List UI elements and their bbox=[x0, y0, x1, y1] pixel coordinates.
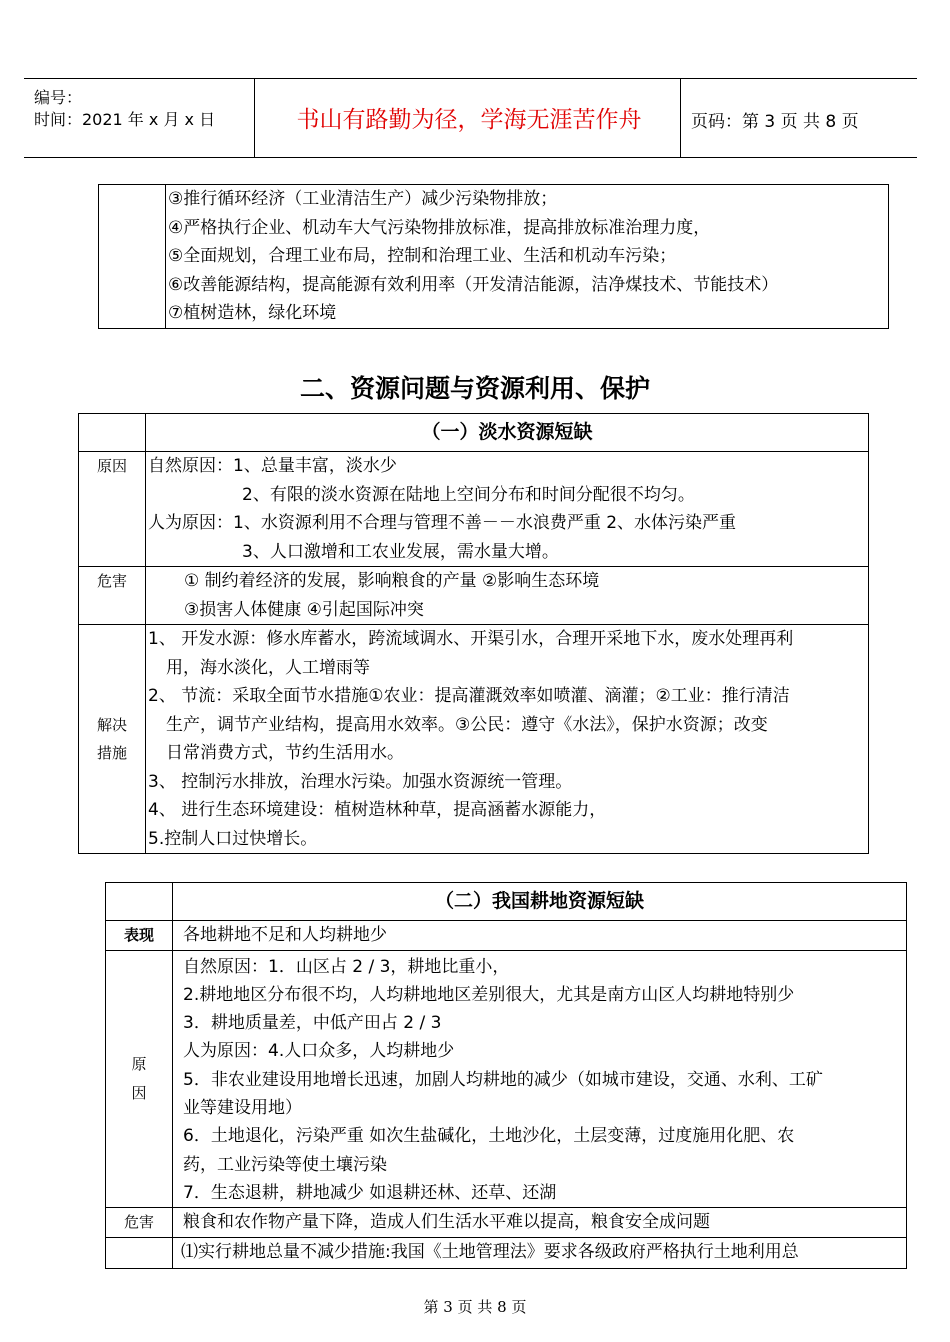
page-indicator: 页码：第 3 页 共 8 页 bbox=[691, 112, 859, 132]
empty-label-cell bbox=[99, 185, 166, 329]
measure-cell bbox=[146, 625, 869, 854]
table-heading: （一）淡水资源短缺 bbox=[146, 414, 869, 452]
cause-line: 7．生态退耕，耕地减少 如退耕还林、还草、还湖 bbox=[183, 1182, 557, 1203]
cause-line: 自然原因：1、总量丰富，淡水少 bbox=[148, 456, 397, 476]
cause-line: 2、有限的淡水资源在陆地上空间分布和时间分配很不均匀。 bbox=[242, 484, 695, 505]
number-label: 编号： bbox=[34, 88, 83, 107]
header-divider bbox=[680, 79, 681, 157]
cause-line: 2.耕地地区分布很不均，人均耕地地区差别很大，尤其是南方山区人均耕地特别少 bbox=[183, 984, 795, 1005]
page-header bbox=[24, 78, 917, 158]
harm-cell: 粮食和农作物产量下降，造成人们生活水平难以提高，粮食安全成问题 bbox=[173, 1208, 907, 1238]
cause-line: 药，工业污染等使土壤污染 bbox=[183, 1154, 387, 1175]
cause-label: 原因 bbox=[79, 452, 146, 567]
page-footer: 第 3 页 共 8 页 bbox=[423, 1298, 527, 1316]
cause-line: 3．耕地质量差，中低产田占 2 / 3 bbox=[183, 1013, 442, 1034]
harm-line: ① 制约着经济的发展，影响粮食的产量 ②影响生态环境 bbox=[184, 571, 600, 591]
cause-line: 自然原因：1．山区占 2 / 3，耕地比重小， bbox=[183, 956, 510, 977]
header-motto: 书山有路勤为径，学海无涯苦作舟 bbox=[296, 107, 642, 133]
show-cell: 各地耕地不足和人均耕地少 bbox=[173, 921, 907, 951]
cause-line: 业等建设用地） bbox=[183, 1097, 302, 1118]
measure-line: 5.控制人口过快增长。 bbox=[148, 828, 318, 849]
measure-line: 日常消费方式，节约生活用水。 bbox=[166, 743, 404, 763]
show-label: 表现 bbox=[106, 921, 173, 951]
header-divider bbox=[254, 79, 255, 157]
measure-line: 3、 控制污水排放，治理水污染。加强水资源统一管理。 bbox=[148, 771, 573, 792]
cause-line: 5．非农业建设用地增长迅速，加剧人均耕地的减少（如城市建设，交通、水利、工矿 bbox=[183, 1069, 823, 1090]
measure-line: 2、 节流：采取全面节水措施①农业：提高灌溉效率如喷灌、滴灌；②工业：推行清洁 bbox=[148, 686, 790, 706]
measure-cell: ⑴实行耕地总量不减少措施:我国《土地管理法》要求各级政府严格执行土地利用总 bbox=[173, 1237, 907, 1268]
measure-line: 4、 进行生态环境建设：植树造林种草，提高涵蓄水源能力， bbox=[148, 800, 607, 820]
measure-item: ④严格执行企业、机动车大气污染物排放标准，提高排放标准治理力度， bbox=[168, 217, 711, 238]
harm-cell bbox=[146, 567, 869, 625]
cause-line: 6．土地退化，污染严重 如次生盐碱化，土地沙化，土层变薄，过度施用化肥、农 bbox=[183, 1126, 795, 1147]
measure-line: 1、 开发水源：修水库蓄水，跨流域调水、开渠引水，合理开采地下水，废水处理再利 bbox=[148, 629, 794, 649]
header-meta bbox=[34, 87, 215, 131]
empty-label-cell bbox=[106, 1237, 173, 1268]
time-label: 时间：2021 年 x 月 x 日 bbox=[34, 110, 216, 129]
harm-label: 危害 bbox=[79, 567, 146, 625]
harm-line: ③损害人体健康 ④引起国际冲突 bbox=[184, 599, 424, 620]
water-shortage-table bbox=[78, 413, 869, 854]
measures-cell bbox=[166, 185, 889, 329]
cause-label: 原 因 bbox=[106, 950, 173, 1208]
section-title: 二、资源问题与资源利用、保护 bbox=[299, 374, 650, 403]
farmland-shortage-table bbox=[105, 882, 907, 1269]
cause-line: 人为原因：4.人口众多，人均耕地少 bbox=[183, 1041, 455, 1062]
measure-line: 生产，调节产业结构，提高用水效率。③公民：遵守《水法》，保护水资源；改变 bbox=[166, 714, 768, 735]
measure-item: ⑥改善能源结构，提高能源有效利用率（开发清洁能源，洁净煤技术、节能技术） bbox=[168, 274, 779, 295]
empty-label-cell bbox=[106, 883, 173, 921]
table-heading: （二）我国耕地资源短缺 bbox=[173, 883, 907, 921]
measure-item: ⑤全面规划，合理工业布局，控制和治理工业、生活和机动车污染； bbox=[168, 246, 677, 266]
cause-cell bbox=[146, 452, 869, 567]
measure-item: ③推行循环经济（工业清洁生产）减少污染物排放； bbox=[168, 189, 558, 209]
harm-label: 危害 bbox=[106, 1208, 173, 1238]
measure-line: 用，海水淡化，人工增雨等 bbox=[166, 657, 370, 678]
measure-label: 解决 措施 bbox=[79, 625, 146, 854]
cause-cell bbox=[173, 950, 907, 1208]
pollution-measures-table bbox=[98, 184, 889, 329]
measure-item: ⑦植树造林，绿化环境 bbox=[168, 303, 337, 323]
cause-line: 人为原因：1、水资源利用不合理与管理不善－－水浪费严重 2、水体污染严重 bbox=[148, 513, 737, 533]
empty-label-cell bbox=[79, 414, 146, 452]
cause-line: 3、人口激增和工农业发展，需水量大增。 bbox=[242, 541, 559, 562]
